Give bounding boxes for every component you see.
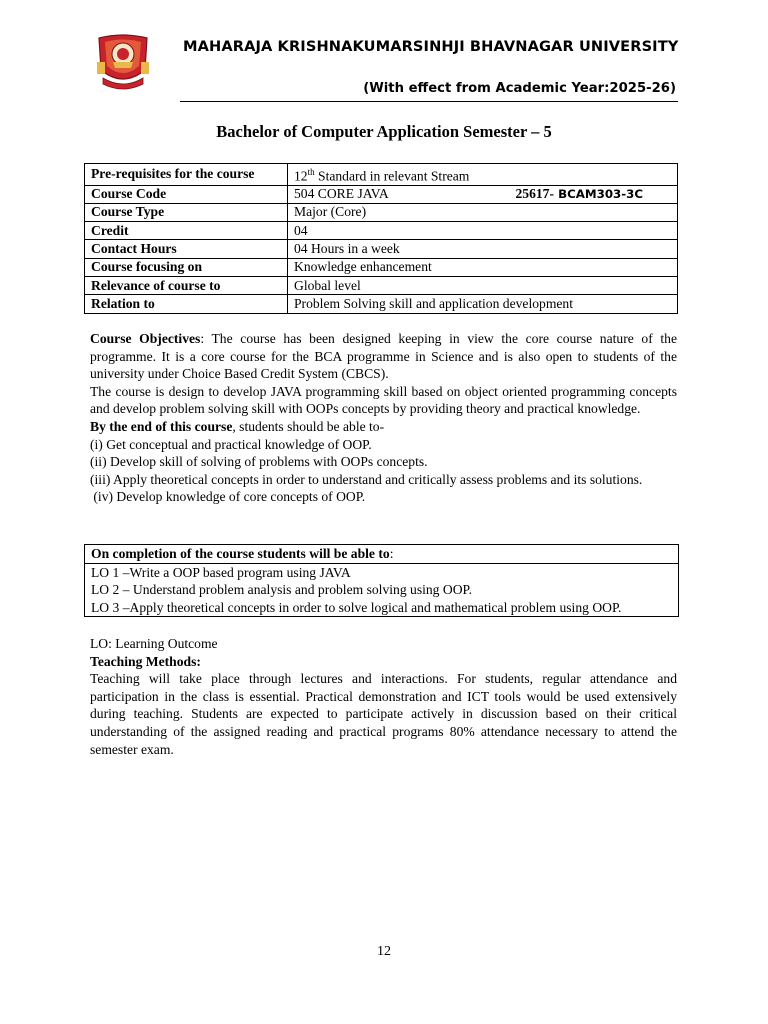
page-number: 12 [377, 944, 391, 959]
course-objectives [90, 330, 677, 506]
row-value: Global level [288, 277, 678, 295]
outcome-item: LO 2 – Understand problem analysis and problem solving using OOP. [91, 582, 472, 598]
table-row [85, 240, 678, 258]
objective-item: (iv) Develop knowledge of core concepts of OOP. [90, 489, 366, 505]
outcome-item: LO 1 –Write a OOP based program using JAVA [91, 564, 351, 580]
course-code-number: 25617- BCAM303-3C [515, 186, 643, 202]
row-value: Problem Solving skill and application development [288, 295, 678, 313]
table-row [85, 185, 678, 203]
table-row [85, 164, 678, 186]
page-title: Bachelor of Computer Application Semester – 5 [216, 122, 552, 141]
objectives-paragraph-2: The course is design to develop JAVA programming skill based on object oriented programming concepts and develop problem solving skill with OOPs concepts by providing theory and practical knowledge. [90, 383, 677, 417]
table-row [85, 203, 678, 221]
table-row [85, 277, 678, 295]
academic-year-note: (With effect from Academic Year:2025-26) [363, 81, 676, 96]
outcome-item: LO 3 –Apply theoretical concepts in order to solve logical and mathematical problem using OOP. [91, 599, 622, 615]
row-value: 04 [288, 222, 678, 240]
objectives-label: Course Objectives [90, 331, 201, 346]
row-value [288, 185, 678, 203]
table-row [85, 295, 678, 313]
objective-item: (iii) Apply theoretical concepts in order to understand and critically assess problems and its solutions. [90, 471, 643, 487]
row-label: Pre-requisites for the course [85, 164, 288, 186]
row-value: 12th Standard in relevant Stream [288, 164, 678, 186]
row-label: Course Code [85, 185, 288, 203]
row-label: Course focusing on [85, 258, 288, 276]
course-info-table [84, 163, 678, 314]
university-crest-icon [93, 32, 153, 94]
header-divider [180, 101, 678, 102]
objectives-paragraph: Course Objectives: The course has been designed keeping in view the core course nature of the programme. It is a core course for the BCA programme in Science and is also open to students of the university under Choice Based Credit System (CBCS). [90, 331, 677, 382]
row-value: Major (Core) [288, 203, 678, 221]
course-code-value: 504 CORE JAVA [294, 186, 389, 202]
teaching-section [90, 635, 677, 758]
row-label: Course Type [85, 203, 288, 221]
objective-item: (ii) Develop skill of solving of problems with OOPs concepts. [90, 454, 428, 470]
objective-item: (i) Get conceptual and practical knowledge of OOP. [90, 436, 372, 452]
university-name: MAHARAJA KRISHNAKUMARSINHJI BHAVNAGAR UNIVERSITY [183, 38, 679, 55]
table-row [85, 258, 678, 276]
row-value: Knowledge enhancement [288, 258, 678, 276]
row-value: 04 Hours in a week [288, 240, 678, 258]
row-label: Contact Hours [85, 240, 288, 258]
teaching-text: Teaching will take place through lectures and interactions. For students, regular attendance and participation in the class is essential. Practical demonstration and ICT tools would be used extensively during teaching. Students are expected to participate actively in discussion based on their critical understanding of the assigned reading and practical programs 80% attendance necessary to attend the semester exam. [90, 671, 677, 757]
lo-note: LO: Learning Outcome [90, 636, 218, 651]
row-label: Relation to [85, 295, 288, 313]
outcomes-heading: On completion of the course students will be able to: [85, 545, 678, 564]
row-label: Credit [85, 222, 288, 240]
learning-outcomes-box [84, 544, 679, 617]
university-logo [93, 32, 153, 94]
teaching-heading: Teaching Methods: [90, 653, 201, 669]
table-row [85, 222, 678, 240]
end-of-course-line: By the end of this course, students should be able to- [90, 418, 385, 434]
row-label: Relevance of course to [85, 277, 288, 295]
